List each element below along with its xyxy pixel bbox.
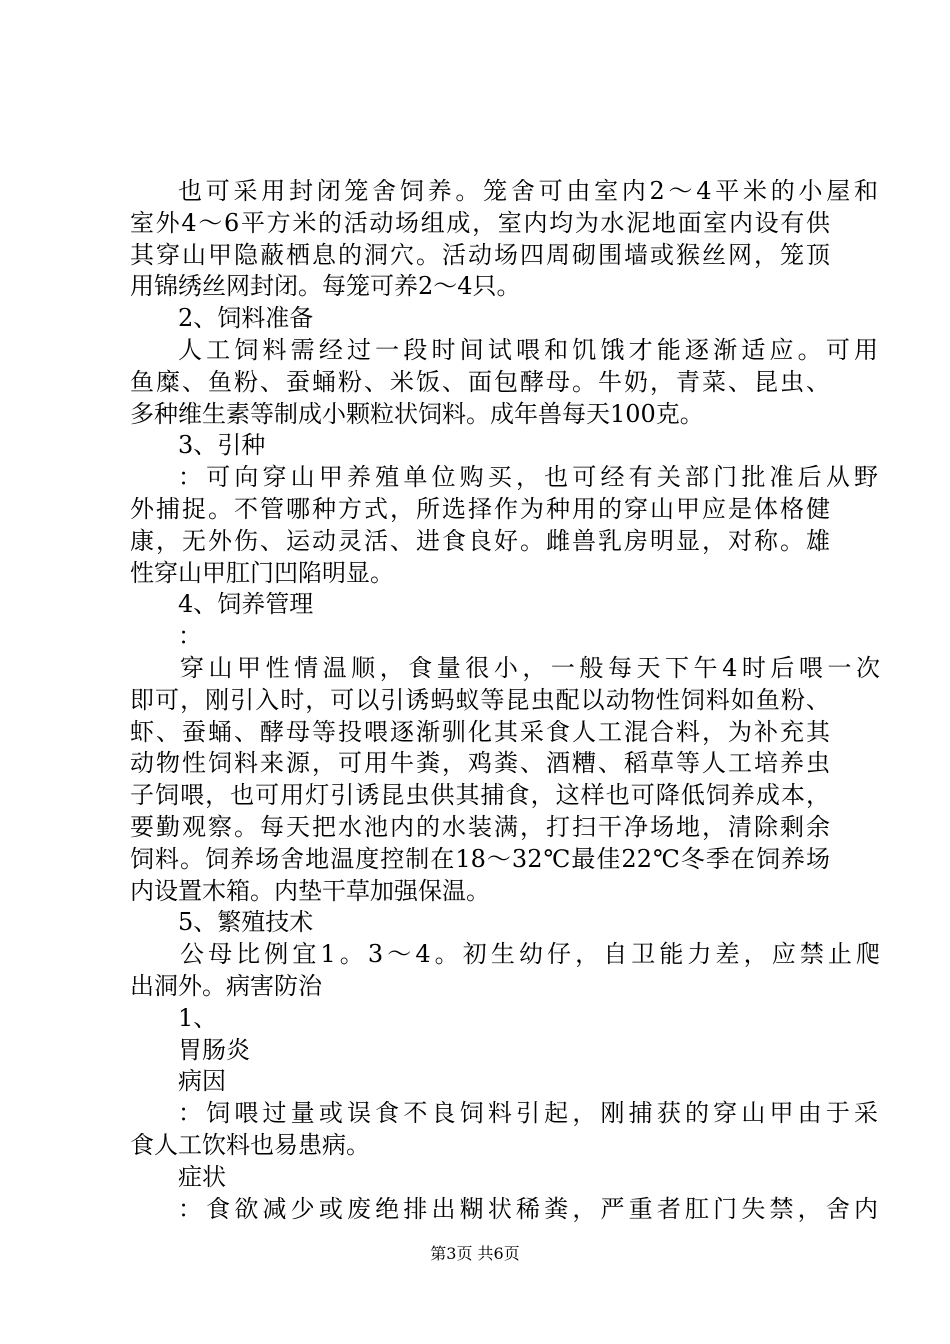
text-line: 食人工饮料也易患病。 [130, 1130, 370, 1159]
text-line: 公母比例宜1。3～4。初生幼仔，自卫能力差，应禁止爬 [180, 940, 880, 969]
body-text [130, 176, 880, 1225]
section-heading: 胃肠炎 [178, 1035, 250, 1064]
text-line: 鱼糜、鱼粉、蚕蛹粉、米饭、面包酵母。牛奶，青菜、昆虫、 [130, 367, 830, 396]
section-heading: 3、引种 [178, 431, 266, 460]
section-heading: 病因 [178, 1067, 226, 1096]
text-line: ：食欲减少或废绝排出糊状稀粪，严重者肛门失禁，舍内 [178, 1194, 878, 1223]
text-line: 外捕捉。不管哪种方式，所选择作为种用的穿山甲应是体格健 [130, 494, 830, 523]
page-footer: 第3页 共6页 [430, 1244, 520, 1263]
text-line: 性穿山甲肛门凹陷明显。 [130, 558, 394, 587]
text-line: 用锦绣丝网封闭。每笼可养2～4只。 [130, 272, 521, 301]
section-heading: 2、饲料准备 [178, 304, 314, 333]
section-heading: 1、 [178, 1003, 218, 1032]
section-heading: 症状 [178, 1162, 226, 1191]
text-line: ：饲喂过量或误食不良饲料引起，刚捕获的穿山甲由于采 [178, 1099, 878, 1128]
section-heading: 5、繁殖技术 [178, 908, 314, 937]
text-line: 饲料。饲养场舍地温度控制在18～32℃最佳22℃冬季在饲养场 [130, 844, 830, 873]
text-line: 其穿山甲隐蔽栖息的洞穴。活动场四周砌围墙或猴丝网，笼顶 [130, 240, 830, 269]
text-line: 穿山甲性情温顺，食量很小，一般每天下午4时后喂一次 [180, 653, 880, 682]
text-line: ： [178, 622, 202, 651]
text-line: 虾、蚕蛹、酵母等投喂逐渐驯化其采食人工混合料，为补充其 [130, 717, 830, 746]
text-line: 动物性饲料来源，可用牛粪，鸡粪、酒糟、稻草等人工培养虫 [130, 749, 830, 778]
text-line: 康，无外伤、运动灵活、进食良好。雌兽乳房明显，对称。雄 [130, 526, 830, 555]
text-line: 内设置木箱。内垫干草加强保温。 [130, 876, 490, 905]
text-line: 多种维生素等制成小颗粒状饲料。成年兽每天100克。 [130, 399, 704, 428]
text-line: 子饲喂，也可用灯引诱昆虫供其捕食，这样也可降低饲养成本， [130, 781, 830, 810]
text-line: 即可，刚引入时，可以引诱蚂蚁等昆虫配以动物性饲料如鱼粉、 [130, 685, 830, 714]
text-line: 出洞外。病害防治 [130, 971, 322, 1000]
text-line: 室外4～6平方米的活动场组成，室内均为水泥地面室内设有供 [130, 208, 830, 237]
text-line: 人工饲料需经过一段时间试喂和饥饿才能逐渐适应。可用 [178, 335, 878, 364]
text-line: ：可向穿山甲养殖单位购买，也可经有关部门批准后从野 [178, 463, 878, 492]
text-line: 也可采用封闭笼舍饲养。笼舍可由室内2～4平米的小屋和 [178, 177, 878, 205]
text-line: 要勤观察。每天把水池内的水装满，打扫干净场地，清除剩余 [130, 812, 830, 841]
section-heading: 4、饲养管理 [178, 590, 314, 619]
